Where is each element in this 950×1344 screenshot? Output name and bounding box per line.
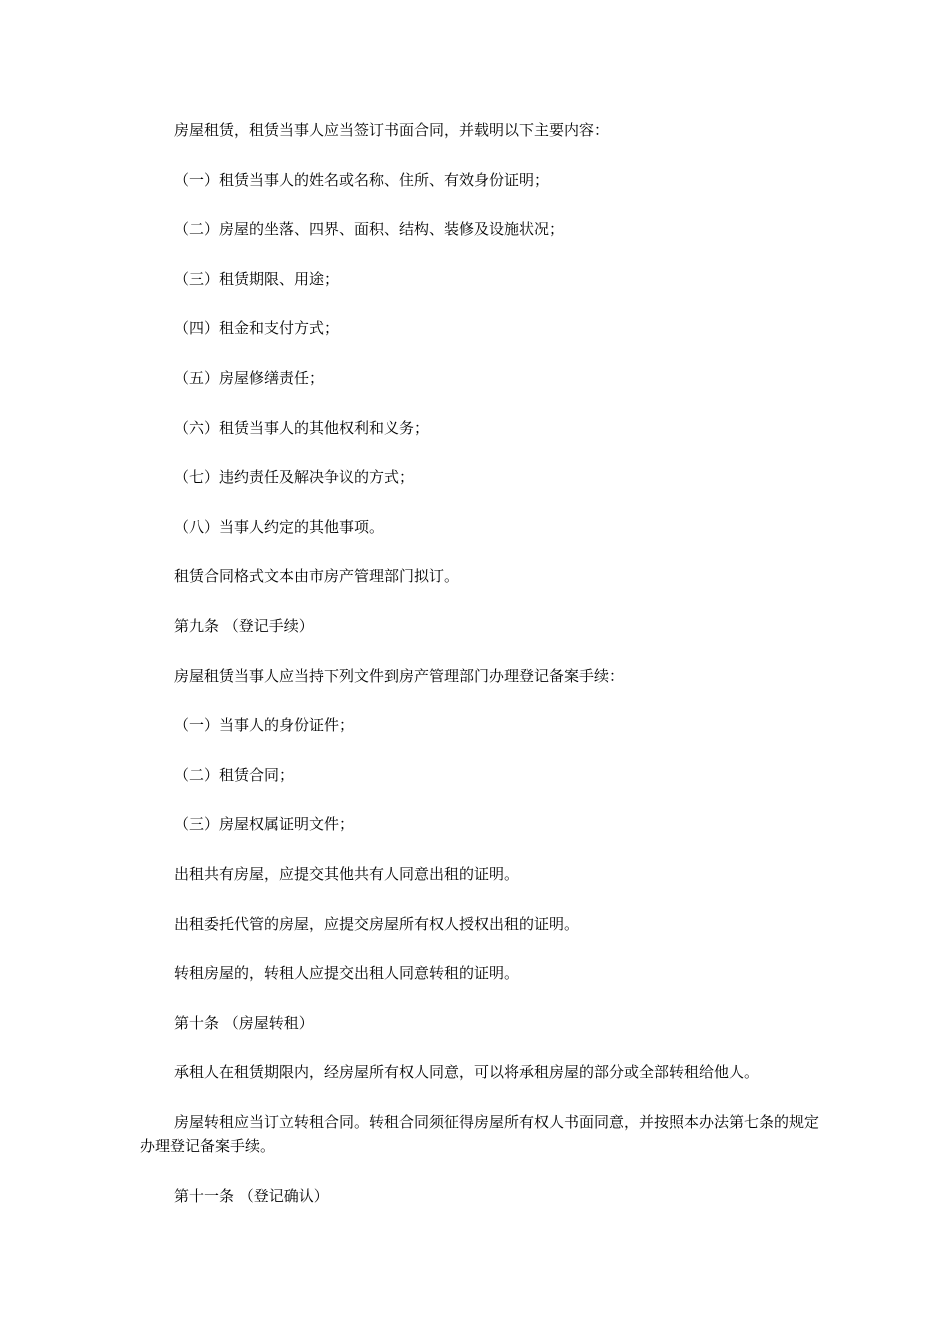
list-item-5: （五）房屋修缮责任； <box>174 369 325 387</box>
list-item-1: （一）租赁当事人的姓名或名称、住所、有效身份证明； <box>174 171 550 189</box>
paragraph-sublet-permission: 承租人在租赁期限内，经房屋所有权人同意，可以将承租房屋的部分或全部转租给他人。 <box>174 1063 760 1081</box>
paragraph-co-owned: 出租共有房屋，应提交其他共有人同意出租的证明。 <box>174 865 520 883</box>
article-heading-9: 第九条 （登记手续） <box>174 617 314 635</box>
list-item-6: （六）租赁当事人的其他权利和义务； <box>174 419 430 437</box>
list-item-9-3: （三）房屋权属证明文件； <box>174 815 355 833</box>
list-item-3: （三）租赁期限、用途； <box>174 270 340 288</box>
paragraph-sublet-contract: 房屋转租应当订立转租合同。转租合同须征得房屋所有权人书面同意，并按照本办法第七条的规定办理登记备案手续。 <box>140 1113 820 1155</box>
list-item-8: （八）当事人约定的其他事项。 <box>174 518 385 536</box>
list-item-9-2: （二）租赁合同； <box>174 766 295 784</box>
paragraph-registration-intro: 房屋租赁当事人应当持下列文件到房产管理部门办理登记备案手续： <box>174 667 625 685</box>
paragraph-sublet-proof: 转租房屋的，转租人应提交出租人同意转租的证明。 <box>174 964 520 982</box>
list-item-2: （二）房屋的坐落、四界、面积、结构、装修及设施状况； <box>174 220 565 238</box>
article-heading-10: 第十条 （房屋转租） <box>174 1014 314 1032</box>
paragraph-entrusted: 出租委托代管的房屋，应提交房屋所有权人授权出租的证明。 <box>174 915 580 933</box>
paragraph-template-note: 租赁合同格式文本由市房产管理部门拟订。 <box>174 567 460 585</box>
list-item-4: （四）租金和支付方式； <box>174 319 340 337</box>
list-item-9-1: （一）当事人的身份证件； <box>174 716 355 734</box>
paragraph-lease-contract-intro: 房屋租赁，租赁当事人应当签订书面合同，并载明以下主要内容： <box>174 121 610 139</box>
list-item-7: （七）违约责任及解决争议的方式； <box>174 468 415 486</box>
article-heading-11: 第十一条 （登记确认） <box>174 1187 329 1205</box>
